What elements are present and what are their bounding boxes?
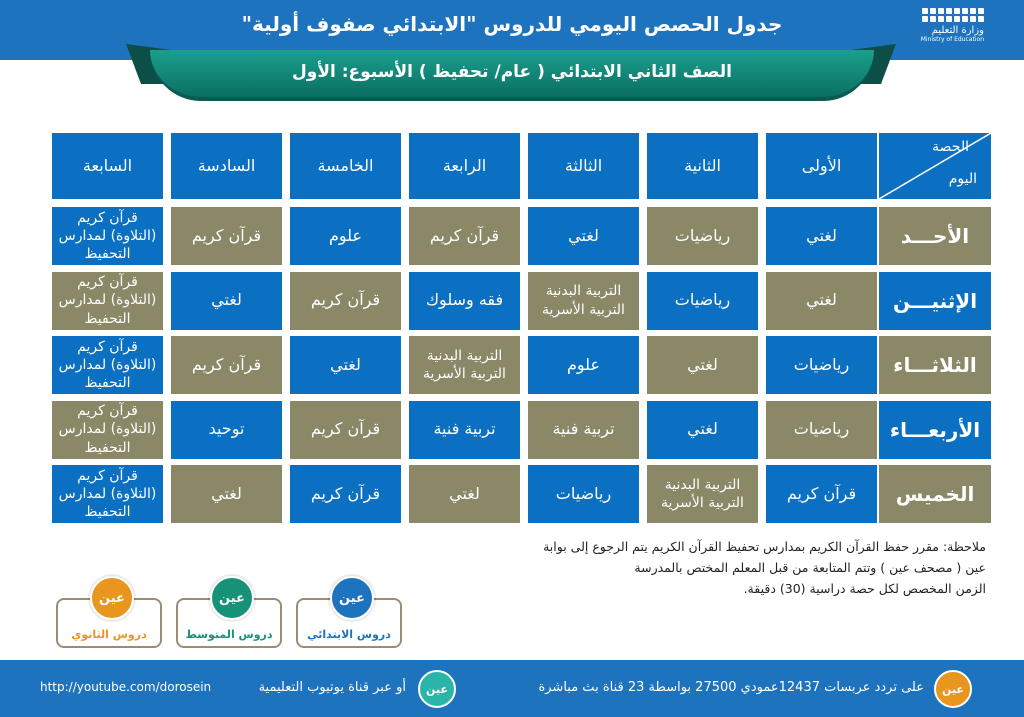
schedule-cell: التربية البدنية التربية الأسرية [647, 465, 758, 523]
note-line: عين ( مصحف عين ) وتتم المتابعة من قبل المعلم المختص بالمدرسة [634, 560, 986, 575]
schedule-cell: لغتي [766, 272, 877, 330]
schedule-cell: قرآن كريم (التلاوة) لمدارس التحفيظ [52, 207, 163, 265]
note-line: ملاحظة: مقرر حفظ القرآن الكريم بمدارس تحفيظ القرآن الكريم يتم الرجوع إلى بوابة [543, 539, 986, 554]
badge-label: دروس الابتدائي [307, 628, 391, 641]
schedule-cell: رياضيات [766, 336, 877, 394]
note-line: الزمن المخصص لكل حصة دراسية (30) دقيقة. [743, 581, 986, 596]
ein-logo-icon: عين [90, 576, 134, 620]
ein-logo-icon: عين [418, 670, 456, 708]
schedule-cell: علوم [528, 336, 639, 394]
schedule-cell: قرآن كريم (التلاوة) لمدارس التحفيظ [52, 336, 163, 394]
badge-primary[interactable] [296, 590, 402, 648]
schedule-cell: لغتي [766, 207, 877, 265]
corner-day-label: اليوم [948, 171, 977, 187]
period-header: الثالثة [528, 133, 639, 199]
schedule-cell: التربية البدنية التربية الأسرية [409, 336, 520, 394]
schedule-cell: قرآن كريم [171, 207, 282, 265]
schedule-cell: قرآن كريم (التلاوة) لمدارس التحفيظ [52, 465, 163, 523]
schedule-cell: فقه وسلوك [409, 272, 520, 330]
schedule-cell: قرآن كريم [766, 465, 877, 523]
badge-label: دروس المتوسط [185, 628, 273, 641]
ein-logo-icon: عين [210, 576, 254, 620]
schedule-cell: لغتي [409, 465, 520, 523]
schedule-cell: التربية البدنية التربية الأسرية [528, 272, 639, 330]
schedule-cell: قرآن كريم (التلاوة) لمدارس التحفيظ [52, 272, 163, 330]
youtube-link[interactable]: http://youtube.com/dorosein [40, 680, 212, 694]
day-label: الخميس [879, 465, 991, 523]
notes [426, 536, 986, 599]
schedule-cell: رياضيات [766, 401, 877, 459]
ein-logo-icon: عين [330, 576, 374, 620]
broadcast-info: على تردد عربسات 12437عمودي 27500 بواسطة 23 قناة بث مباشرة [538, 680, 924, 695]
badge-secondary[interactable] [56, 590, 162, 648]
schedule-cell: لغتي [171, 272, 282, 330]
period-header: الرابعة [409, 133, 520, 199]
schedule-cell: قرآن كريم (التلاوة) لمدارس التحفيظ [52, 401, 163, 459]
corner-period-label: الحصة [932, 139, 969, 155]
page-title: جدول الحصص اليومي للدروس "الابتدائي صفوف أولية" [241, 12, 783, 36]
schedule-cell: رياضيات [647, 207, 758, 265]
schedule-cell: قرآن كريم [409, 207, 520, 265]
level-badges [56, 578, 406, 648]
schedule-cell: قرآن كريم [171, 336, 282, 394]
day-label: الإثنيـــن [879, 272, 991, 330]
ministry-name-en: Ministry of Education [920, 36, 984, 43]
schedule-cell: تربية فنية [409, 401, 520, 459]
schedule-cell: تربية فنية [528, 401, 639, 459]
schedule-cell: قرآن كريم [290, 272, 401, 330]
day-label: الأحـــد [879, 207, 991, 265]
schedule-cell: لغتي [647, 336, 758, 394]
ministry-name-ar: وزارة التعليم [931, 25, 984, 36]
schedule-cell: قرآن كريم [290, 465, 401, 523]
period-header: الثانية [647, 133, 758, 199]
ministry-logo [904, 8, 984, 52]
schedule-cell: لغتي [528, 207, 639, 265]
ministry-dots-icon [904, 8, 984, 22]
badge-label: دروس الثانوي [71, 628, 147, 641]
schedule-cell: لغتي [647, 401, 758, 459]
footer [0, 660, 1024, 717]
day-label: الثلاثـــاء [879, 336, 991, 394]
period-header: الخامسة [290, 133, 401, 199]
ein-logo-icon: عين [934, 670, 972, 708]
period-header: السابعة [52, 133, 163, 199]
day-label: الأربعـــاء [879, 401, 991, 459]
corner-header [879, 133, 991, 199]
schedule-cell: رياضيات [647, 272, 758, 330]
schedule-cell: رياضيات [528, 465, 639, 523]
schedule-cell: لغتي [290, 336, 401, 394]
period-header: السادسة [171, 133, 282, 199]
schedule-cell: علوم [290, 207, 401, 265]
schedule-cell: لغتي [171, 465, 282, 523]
subtitle: الصف الثاني الابتدائي ( عام/ تحفيظ ) الأسبوع: الأول [292, 62, 732, 82]
badge-intermediate[interactable] [176, 590, 282, 648]
schedule-cell: توحيد [171, 401, 282, 459]
schedule-cell: قرآن كريم [290, 401, 401, 459]
youtube-text: أو عبر قناة يوتيوب التعليمية [258, 680, 406, 695]
period-header: الأولى [766, 133, 877, 199]
